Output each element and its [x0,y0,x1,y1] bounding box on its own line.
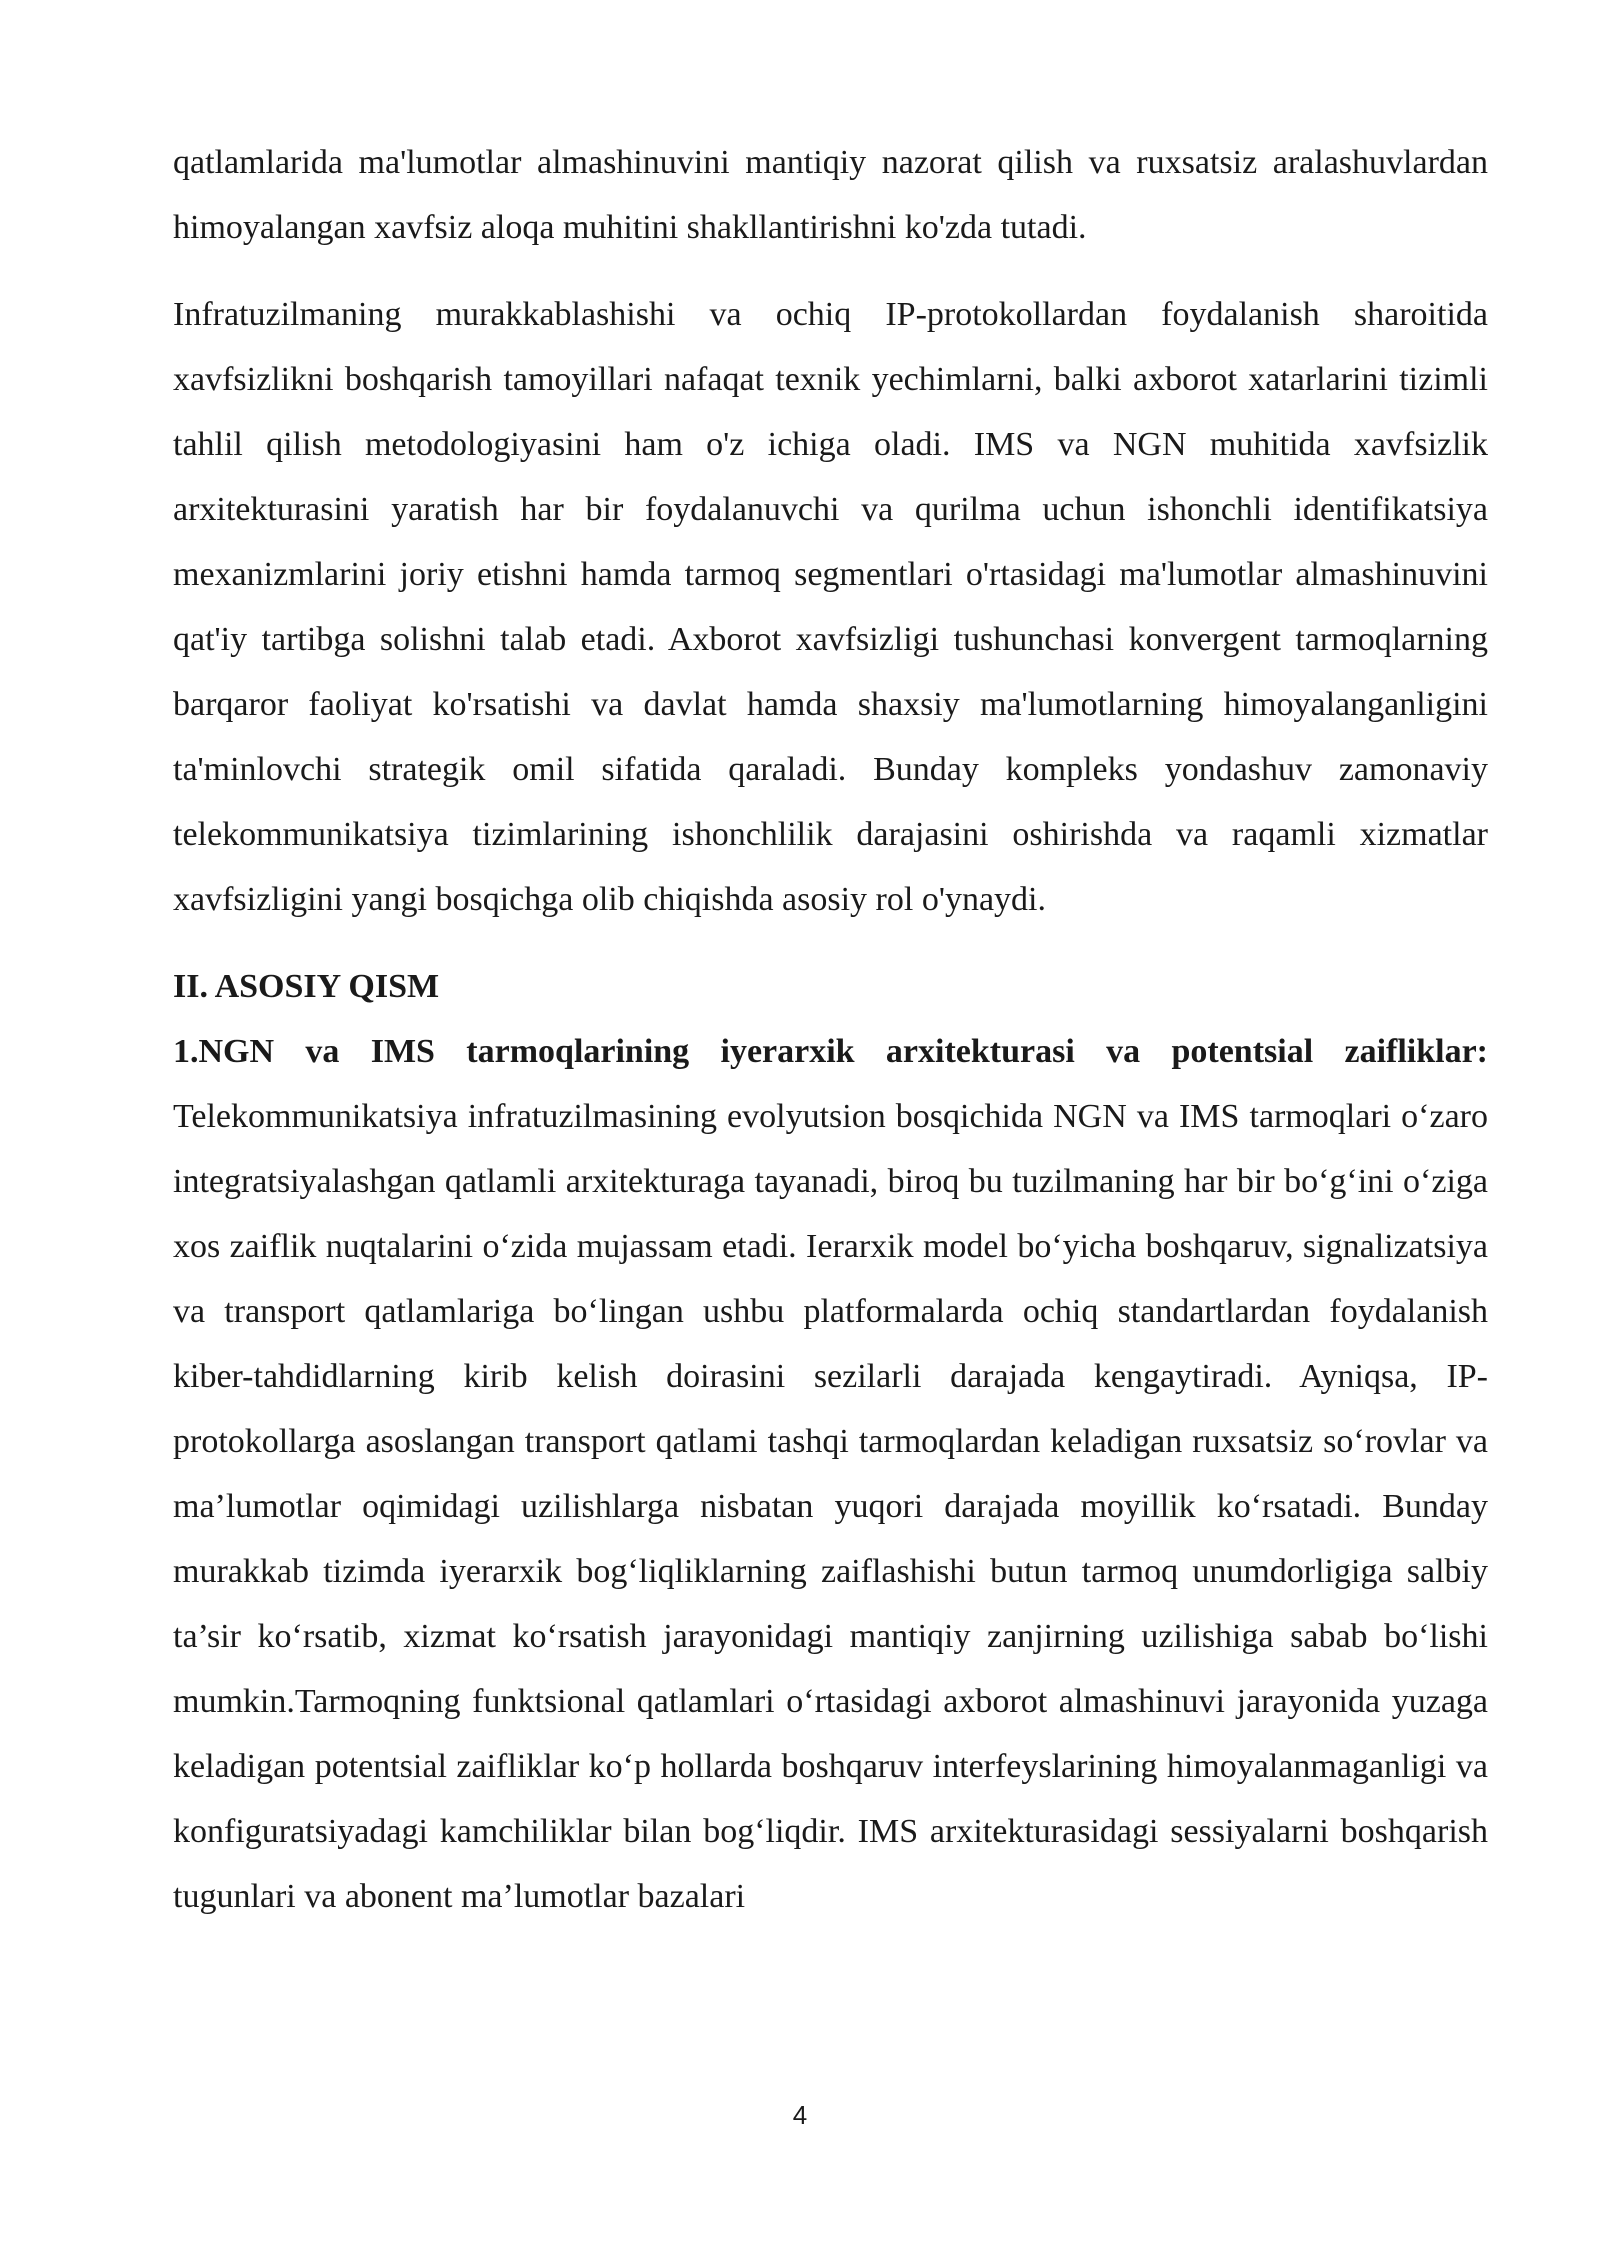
paragraph-continuation: qatlamlarida ma'lumotlar almashinuvini mantiqiy nazorat qilish va ruxsatsiz aralashuvlardan himoyalangan xavfsiz aloqa muhitini shakllantirishni ko'zda tutadi. [173,144,1488,246]
paragraph-architecture: Telekommunikatsiya infratuzilmasining evolyutsion bosqichida NGN va IMS tarmoqlari o‘zaro integratsiyalashgan qatlamli arxitekturaga tayanadi, biroq bu tuzilmaning har bir bo‘g‘ini o‘ziga xos zaiflik nuqtalarini o‘zida mujassam etadi. Ierarxik model bo‘yicha boshqaruv, signalizatsiya va transport qatlamlariga bo‘lingan ushbu platformalarda ochiq standartlardan foydalanish kiber-tahdidlarning kirib kelish doirasini sezilarli darajada kengaytiradi. Ayniqsa, IP-protokollarga asoslangan transport qatlami tashqi tarmoqlardan keladigan ruxsatsiz so‘rovlar va ma’lumotlar oqimidagi uzilishlarga nisbatan yuqori darajada moyillik ko‘rsatadi. Bunday murakkab tizimda iyerarxik bog‘liqliklarning zaiflashishi butun tarmoq unumdorligiga salbiy ta’sir ko‘rsatib, xizmat ko‘rsatish jarayonidagi mantiqiy zanjirning uzilishiga sabab bo‘lishi mumkin.Tarmoqning funktsional qatlamlari o‘rtasidagi axborot almashinuvi jarayonida yuzaga keladigan potentsial zaifliklar ko‘p hollarda boshqaruv interfeyslarining himoyalanmaganligi va konfiguratsiyadagi kamchiliklar bilan bog‘liqdir. IMS arxitekturasidagi sessiyalarni boshqarish tugunlari va abonent ma’lumotlar bazalari [173,1098,1488,1915]
page-number: 4 [792,2100,808,2130]
subsection-heading: 1.NGN va IMS tarmoqlarining iyerarxik arxitekturasi va potentsial zaifliklar: [173,1033,1488,1070]
section-heading: II. ASOSIY QISM [173,968,440,1005]
document-page [173,130,1488,1929]
paragraph-security-principles: Infratuzilmaning murakkablashishi va ochiq IP-protokollardan foydalanish sharoitida xavfsizlikni boshqarish tamoyillari nafaqat texnik yechimlarni, balki axborot xatarlarini tizimli tahlil qilish metodologiyasini ham o'z ichiga oladi. IMS va NGN muhitida xavfsizlik arxitekturasini yaratish har bir foydalanuvchi va qurilma uchun ishonchli identifikatsiya mexanizmlarini joriy etishni hamda tarmoq segmentlari o'rtasidagi ma'lumotlar almashinuvini qat'iy tartibga solishni talab etadi. Axborot xavfsizligi tushunchasi konvergent tarmoqlarning barqaror faoliyat ko'rsatishi va davlat hamda shaxsiy ma'lumotlarning himoyalanganligini ta'minlovchi strategik omil sifatida qaraladi. Bunday kompleks yondashuv zamonaviy telekommunikatsiya tizimlarining ishonchlilik darajasini oshirishda va raqamli xizmatlar xavfsizligini yangi bosqichga olib chiqishda asosiy rol o'ynaydi. [173,296,1488,918]
